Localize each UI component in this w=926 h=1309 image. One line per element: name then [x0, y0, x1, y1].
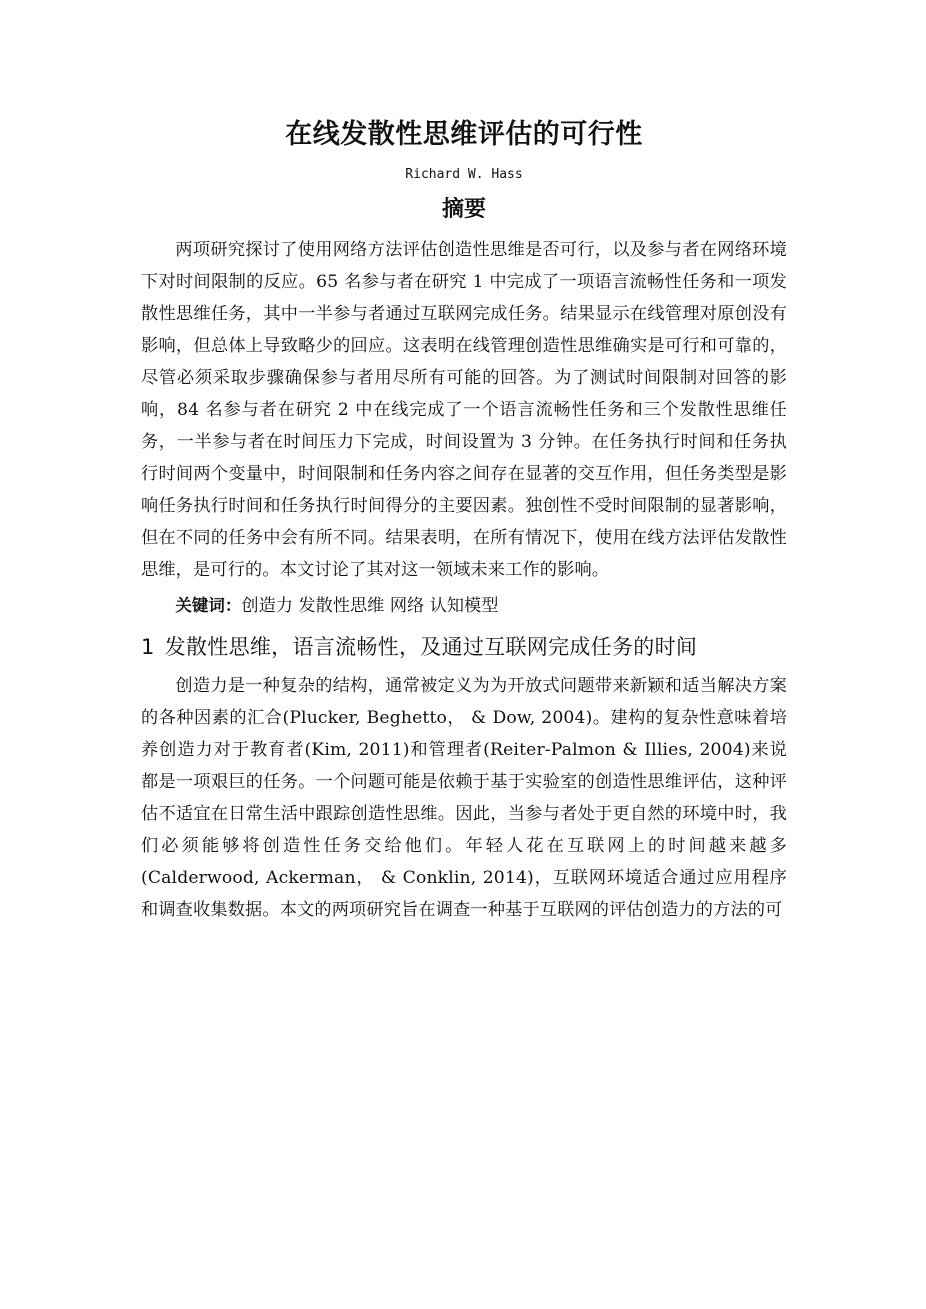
- section-title: 发散性思维，语言流畅性，及通过互联网完成任务的时间: [164, 635, 698, 659]
- keywords-line: [141, 590, 787, 622]
- document-page: [141, 108, 787, 926]
- section-1-heading: [141, 626, 787, 668]
- abstract-heading: 摘要: [441, 197, 486, 222]
- keywords-label: 关键词：: [175, 596, 242, 615]
- keywords-items: 创造力 发散性思维 网络 认知模型: [241, 596, 499, 616]
- paper-title: 在线发散性思维评估的可行性: [285, 119, 643, 150]
- abstract-text: 两项研究探讨了使用网络方法评估创造性思维是否可行，以及参与者在网络环境下对时间限制的反应。65 名参与者在研究 1 中完成了一项语言流畅性任务和一项发散性思维任务，其中一半参与者通过互联网完成任务。结果显示在线管理对原创没有影响，但总体上导致略少的回应。这表明在线管理创造性思维确实是可行和可靠的，尽管必须采取步骤确保参与者用尽所有可能的回答。为了测试时间限制对回答的影响，84 名参与者在研究 2 中在线完成了一个语言流畅性任务和三个发散性思维任务，一半参与者在时间压力下完成，时间设置为 3 分钟。在任务执行时间和任务执行时间两个变量中，时间限制和任务内容之间存在显著的交互作用，但任务类型是影响任务执行时间和任务执行时间得分的主要因素。独创性不受时间限制的显著影响，但在不同的任务中会有所不同。结果表明，在所有情况下，使用在线方法评估发散性思维，是可行的。本文讨论了其对这一领域未来工作的影响。: [141, 240, 787, 580]
- section-number: 1: [141, 635, 155, 659]
- section-1-text: 创造力是一种复杂的结构，通常被定义为为开放式问题带来新颖和适当解决方案的各种因素的汇合(Plucker, Beghetto， & Dow, 2004)。建构的复杂性意味着培养创造力对于教育者(Kim, 2011)和管理者(Reiter-Palmon & Illies, 2004)来说都是一项艰巨的任务。一个问题可能是依赖于基于实验室的创造性思维评估，这种评估不适宜在日常生活中跟踪创造性思维。因此，当参与者处于更自然的环境中时，我们必须能够将创造性任务交给他们。年轻人花在互联网上的时间越来越多(Calderwood, Ackerman， & Conklin, 2014)，互联网环境适合通过应用程序和调查收集数据。本文的两项研究旨在调查一种基于互联网的评估创造力的方法的可: [141, 676, 787, 920]
- author-name: Richard W. Hass: [405, 167, 523, 182]
